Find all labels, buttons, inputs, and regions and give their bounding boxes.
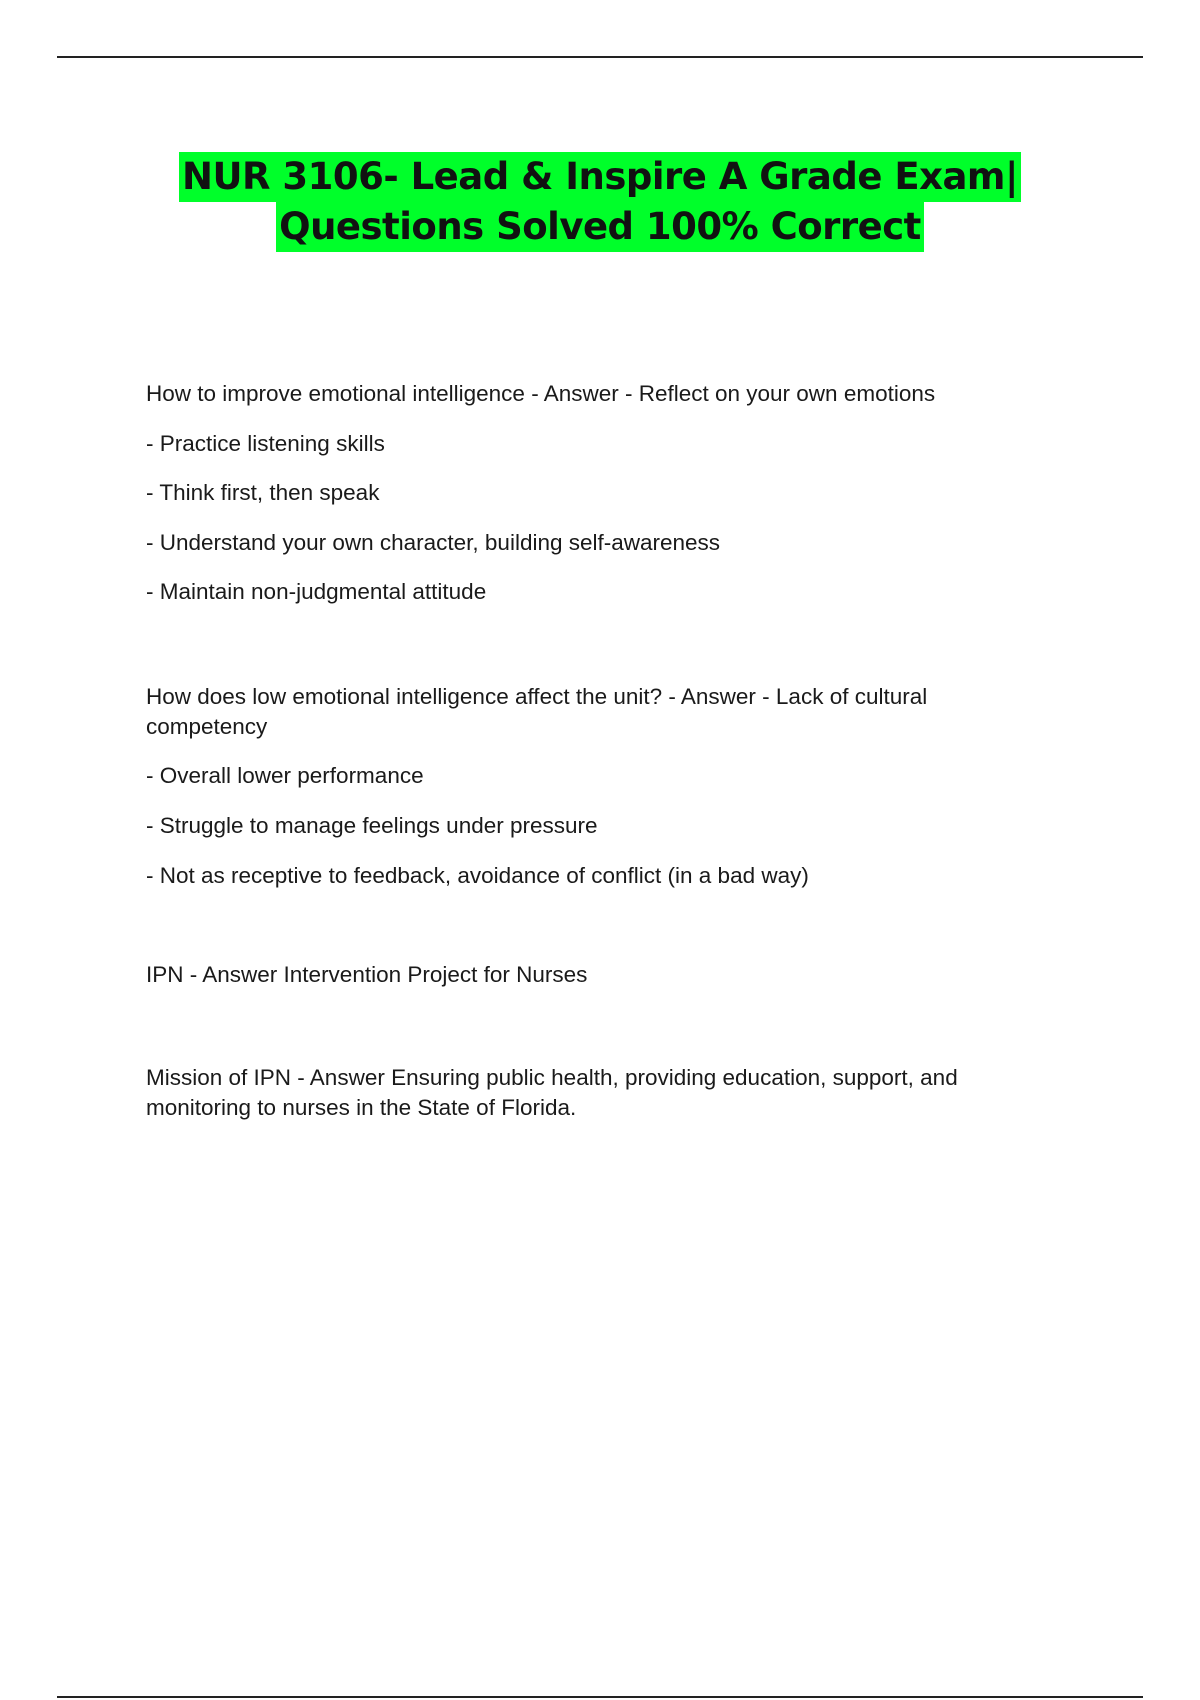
- document-title: [0, 152, 1200, 252]
- answer-bullet: - Maintain non-judgmental attitude: [146, 579, 487, 604]
- bottom-rule: [57, 1696, 1143, 1698]
- title-line-2: Questions Solved 100% Correct: [276, 202, 924, 252]
- answer-bullet: - Practice listening skills: [146, 431, 385, 456]
- question-mission-of-ipn: Mission of IPN - Answer Ensuring public health, providing education, support, and monitoring to nurses in the State of Florida.: [146, 1065, 958, 1120]
- answer-bullet: - Overall lower performance: [146, 763, 424, 788]
- question-emotional-intelligence: How to improve emotional intelligence - Answer - Reflect on your own emotions: [146, 381, 936, 406]
- answer-bullet: - Not as receptive to feedback, avoidance of conflict (in a bad way): [146, 863, 809, 888]
- top-rule: [57, 56, 1143, 58]
- question-ipn: IPN - Answer Intervention Project for Nurses: [146, 962, 588, 987]
- answer-bullet: - Think first, then speak: [146, 480, 380, 505]
- answer-bullet: - Understand your own character, building self-awareness: [146, 530, 721, 555]
- title-line-1: NUR 3106- Lead & Inspire A Grade Exam|: [179, 152, 1021, 202]
- question-low-emotional-intelligence: How does low emotional intelligence affect the unit? - Answer - Lack of cultural competency: [146, 684, 928, 739]
- answer-bullet: - Struggle to manage feelings under pressure: [146, 813, 598, 838]
